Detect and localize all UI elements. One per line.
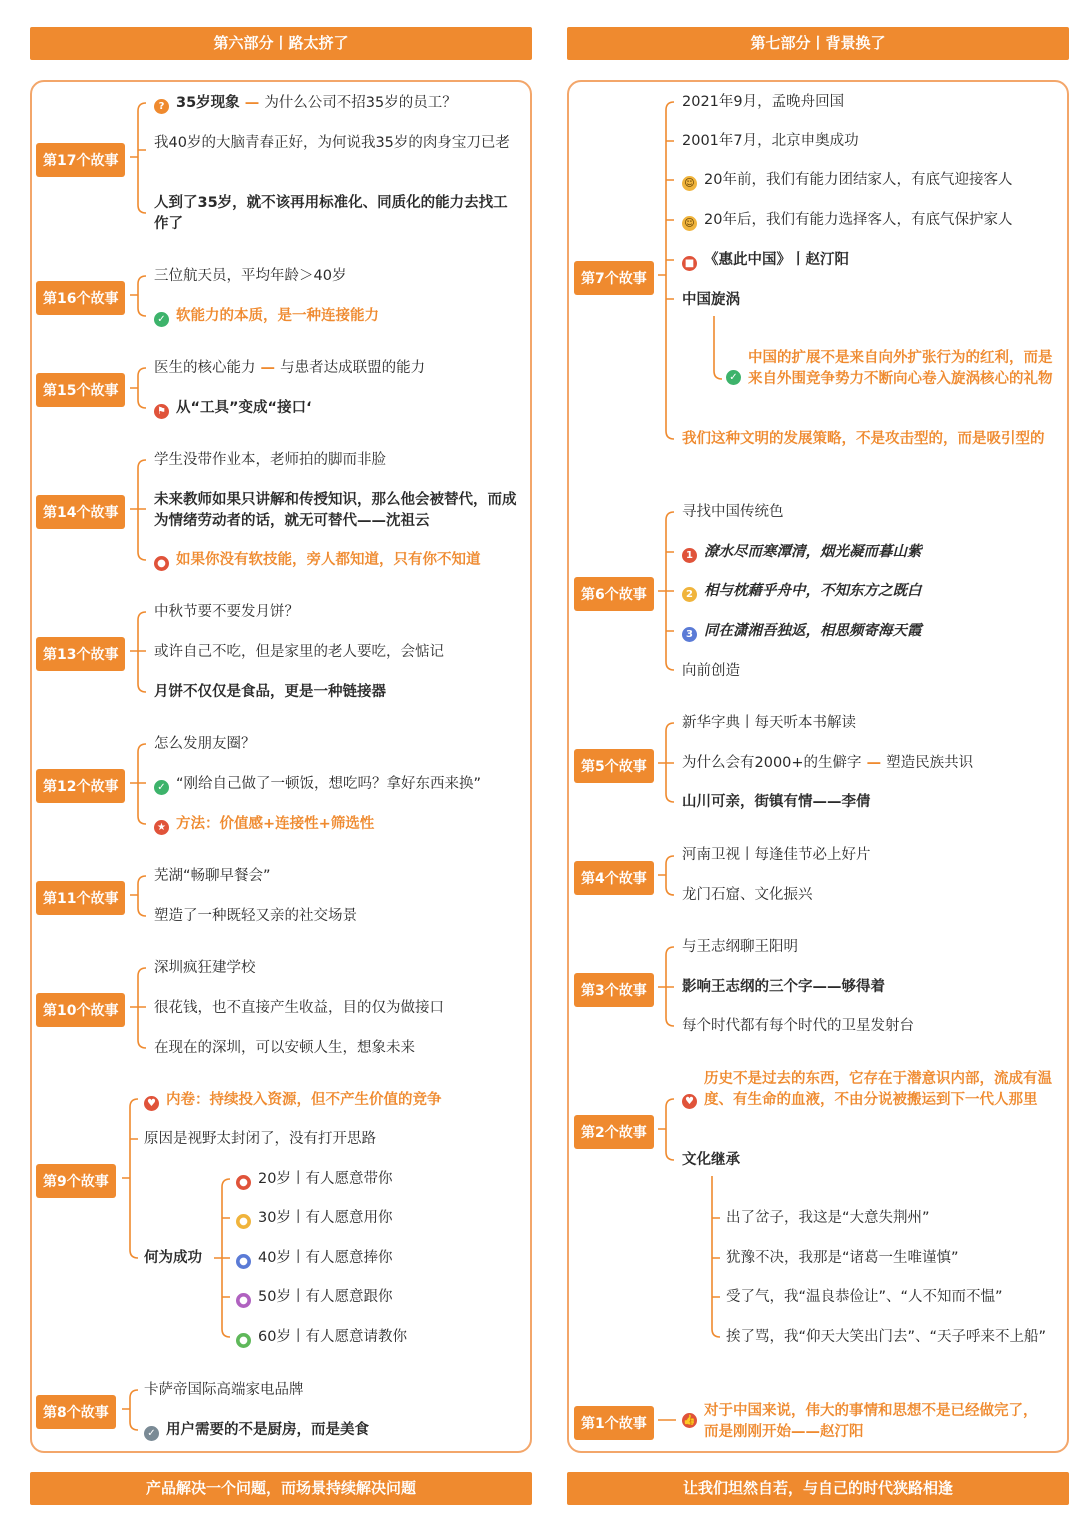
story-1-item-1: 对于中国来说，伟大的事情和思想不是已经做完了，而是刚刚开始——赵汀阳 bbox=[704, 1403, 1038, 1440]
inheritance-item: 犹豫不决，我那是“诸葛一生唯谨慎” bbox=[726, 1250, 959, 1266]
story-10-item-3: 在现在的深圳，可以安顿人生，想象未来 bbox=[154, 1040, 415, 1056]
story-14-item-1: 学生没带作业本，老师拍的脚而非脸 bbox=[154, 452, 386, 468]
dash-connector: — bbox=[255, 360, 281, 376]
story-9-label: 第9个故事 bbox=[36, 1164, 116, 1198]
story-2-label: 第2个故事 bbox=[574, 1115, 654, 1149]
story-5-item-1: 新华字典丨每天听本书解读 bbox=[682, 715, 856, 731]
story-9-item-1: ♥ 内卷：持续投入资源，但不产生价值的竞争 bbox=[144, 1090, 442, 1111]
story-14-item-3: ● 如果你没有软技能，旁人都知道，只有你不知道 bbox=[154, 550, 481, 571]
poem-line: 1 潦水尽而寒潭清，烟光凝而暮山紫 bbox=[682, 542, 922, 563]
story-17-item-1: ? 35岁现象 — 为什么公司不招35岁的员工？ bbox=[154, 93, 457, 114]
story-1-label: 第1个故事 bbox=[574, 1406, 654, 1440]
number-1-icon: 1 bbox=[682, 548, 697, 563]
person-icon: ● bbox=[236, 1333, 251, 1348]
broken-heart-icon: ♥ bbox=[144, 1096, 159, 1111]
story-13-item-3: 月饼不仅仅是食品，更是一种链接器 bbox=[154, 684, 386, 700]
question-icon: ? bbox=[154, 99, 169, 114]
poem-line: 2 相与枕藉乎舟中，不知东方之既白 bbox=[682, 581, 922, 602]
story-6-item-5: 向前创造 bbox=[682, 663, 740, 679]
person-icon: ● bbox=[236, 1254, 251, 1269]
check-icon: ✓ bbox=[154, 312, 169, 327]
right-section-footer: 让我们坦然自若，与自己的时代狭路相逢 bbox=[567, 1472, 1069, 1505]
story-16-item-2: ✓ 软能力的本质，是一种连接能力 bbox=[154, 306, 379, 327]
story-7-item-6-1: 中国的扩展不是来自向外扩张行为的红利，而是来自外围竞争势力不断向心卷入旋涡核心的礼物 bbox=[748, 350, 1053, 387]
story-7-item-4: ☺ 20年后，我们有能力选择客人，有底气保护家人 bbox=[682, 210, 1012, 231]
story-8-item-2: ✓ 用户需要的不是厨房，而是美食 bbox=[144, 1420, 369, 1441]
story-7-item-5: ■ 《惠此中国》丨赵汀阳 bbox=[682, 250, 849, 271]
story-4-label: 第4个故事 bbox=[574, 861, 654, 895]
dash-connector: — bbox=[244, 95, 265, 111]
age-item: ● 30岁丨有人愿意用你 bbox=[236, 1208, 392, 1229]
story-12-item-1: 怎么发朋友圈？ bbox=[154, 736, 256, 752]
story-16-label: 第16个故事 bbox=[36, 281, 125, 315]
story-15-label: 第15个故事 bbox=[36, 373, 125, 407]
left-section-header: 第六部分丨路太挤了 bbox=[30, 27, 532, 60]
inheritance-item: 受了气，我“温良恭俭让”、“人不知而不愠” bbox=[726, 1289, 1003, 1305]
story-8-item-1: 卡萨帝国际高端家电品牌 bbox=[144, 1382, 304, 1398]
story-12-item-3: ★ 方法：价值感+连接性+筛选性 bbox=[154, 814, 374, 835]
story-14-item-2: 未来教师如果只讲解和传授知识，那么他会被替代，而成为情绪劳动者的话，就无可替代——沈祖云 bbox=[154, 492, 517, 529]
star-icon: ★ bbox=[154, 820, 169, 835]
person-icon: ● bbox=[236, 1175, 251, 1190]
story-7-label: 第7个故事 bbox=[574, 261, 654, 295]
story-5-item-3: 山川可亲，街镇有情——李倩 bbox=[682, 794, 871, 810]
story-15-item-2: ⚑ 从“工具”变成“接口‘ bbox=[154, 398, 312, 419]
number-3-icon: 3 bbox=[682, 627, 697, 642]
story-10-label: 第10个故事 bbox=[36, 993, 125, 1027]
left-section-footer: 产品解决一个问题，而场景持续解决问题 bbox=[30, 1472, 532, 1505]
person-icon: ● bbox=[154, 556, 169, 571]
smile-emoji-icon: ☺ bbox=[682, 216, 697, 231]
story-7-item-1: 2021年9月，孟晚舟回国 bbox=[682, 94, 845, 110]
story-9-item-3: 何为成功 bbox=[144, 1250, 202, 1266]
right-section-header: 第七部分丨背景换了 bbox=[567, 27, 1069, 60]
story-8-label: 第8个故事 bbox=[36, 1395, 116, 1429]
person-icon: ● bbox=[236, 1214, 251, 1229]
age-item: ● 20岁丨有人愿意带你 bbox=[236, 1169, 392, 1190]
dash-connector: — bbox=[861, 755, 887, 771]
story-17-item-3: 人到了35岁，就不该再用标准化、同质化的能力去找工作了 bbox=[154, 195, 508, 232]
story-17-label: 第17个故事 bbox=[36, 143, 125, 177]
story-16-item-1: 三位航天员，平均年龄＞40岁 bbox=[154, 268, 347, 284]
story-12-item-2: ✓ “刚给自己做了一顿饭，想吃吗？拿好东西来换” bbox=[154, 774, 481, 795]
story-13-label: 第13个故事 bbox=[36, 637, 125, 671]
story-2-item-2: 文化继承 bbox=[682, 1152, 740, 1168]
laugh-emoji-icon: ☺ bbox=[682, 176, 697, 191]
story-6-item-1: 寻找中国传统色 bbox=[682, 504, 784, 520]
story-7-item-3: ☺ 20年前，我们有能力团结家人，有底气迎接客人 bbox=[682, 170, 1012, 191]
story-11-item-2: 塑造了一种既轻又亲的社交场景 bbox=[154, 908, 357, 924]
story-13-item-1: 中秋节要不要发月饼？ bbox=[154, 604, 299, 620]
lock-icon: ■ bbox=[682, 256, 697, 271]
story-5-label: 第5个故事 bbox=[574, 749, 654, 783]
flag-icon: ⚑ bbox=[154, 404, 169, 419]
story-10-item-2: 很花钱，也不直接产生收益，目的仅为做接口 bbox=[154, 1000, 444, 1016]
story-14-label: 第14个故事 bbox=[36, 495, 125, 529]
inheritance-item: 挨了骂，我“仰天大笑出门去”、“天子呼来不上船” bbox=[726, 1329, 1047, 1345]
story-6-label: 第6个故事 bbox=[574, 577, 654, 611]
inheritance-item: 出了岔子，我这是“大意失荆州” bbox=[726, 1210, 930, 1226]
story-4-item-1: 河南卫视丨每逢佳节必上好片 bbox=[682, 847, 871, 863]
check-icon: ✓ bbox=[144, 1426, 159, 1441]
age-item: ● 60岁丨有人愿意请教你 bbox=[236, 1327, 407, 1348]
story-11-item-1: 芜湖“畅聊早餐会” bbox=[154, 868, 271, 884]
story-13-item-2: 或许自己不吃，但是家里的老人要吃，会惦记 bbox=[154, 644, 444, 660]
story-3-item-1: 与王志纲聊王阳明 bbox=[682, 939, 798, 955]
poem-line: 3 同在潇湘吾独返，相思频寄海天霞 bbox=[682, 621, 922, 642]
story-17-item-2: 我40岁的大脑青春正好，为何说我35岁的肉身宝刀已老 bbox=[154, 135, 510, 151]
number-2-icon: 2 bbox=[682, 587, 697, 602]
check-icon: ✓ bbox=[726, 370, 741, 385]
story-7-item-6: 中国旋涡 bbox=[682, 292, 740, 308]
story-7-item-2: 2001年7月，北京申奥成功 bbox=[682, 133, 859, 149]
story-7-item-7: 我们这种文明的发展策略，不是攻击型的，而是吸引型的 bbox=[682, 431, 1045, 447]
story-4-item-2: 龙门石窟、文化振兴 bbox=[682, 887, 813, 903]
story-11-label: 第11个故事 bbox=[36, 881, 125, 915]
heart-icon: ♥ bbox=[682, 1094, 697, 1109]
age-item: ● 50岁丨有人愿意跟你 bbox=[236, 1287, 392, 1308]
age-item: ● 40岁丨有人愿意捧你 bbox=[236, 1248, 392, 1269]
story-10-item-1: 深圳疯狂建学校 bbox=[154, 960, 256, 976]
story-3-item-3: 每个时代都有每个时代的卫星发射台 bbox=[682, 1018, 914, 1034]
story-12-label: 第12个故事 bbox=[36, 769, 125, 803]
thumbs-up-icon: 👍 bbox=[683, 1415, 696, 1426]
story-5-item-2: 为什么会有2000+的生僻字 — 塑造民族共识 bbox=[682, 755, 974, 771]
story-3-item-2: 影响王志纲的三个字——够得着 bbox=[682, 979, 885, 995]
check-icon: ✓ bbox=[154, 780, 169, 795]
story-2-item-1: 历史不是过去的东西，它存在于潜意识内部，流成有温度、有生命的血液，不由分说被搬运到下一代人那里 bbox=[704, 1071, 1052, 1108]
person-icon: ● bbox=[236, 1293, 251, 1308]
story-15-item-1: 医生的核心能力 — 与患者达成联盟的能力 bbox=[154, 360, 426, 376]
story-9-item-2: 原因是视野太封闭了，没有打开思路 bbox=[144, 1131, 376, 1147]
story-3-label: 第3个故事 bbox=[574, 973, 654, 1007]
